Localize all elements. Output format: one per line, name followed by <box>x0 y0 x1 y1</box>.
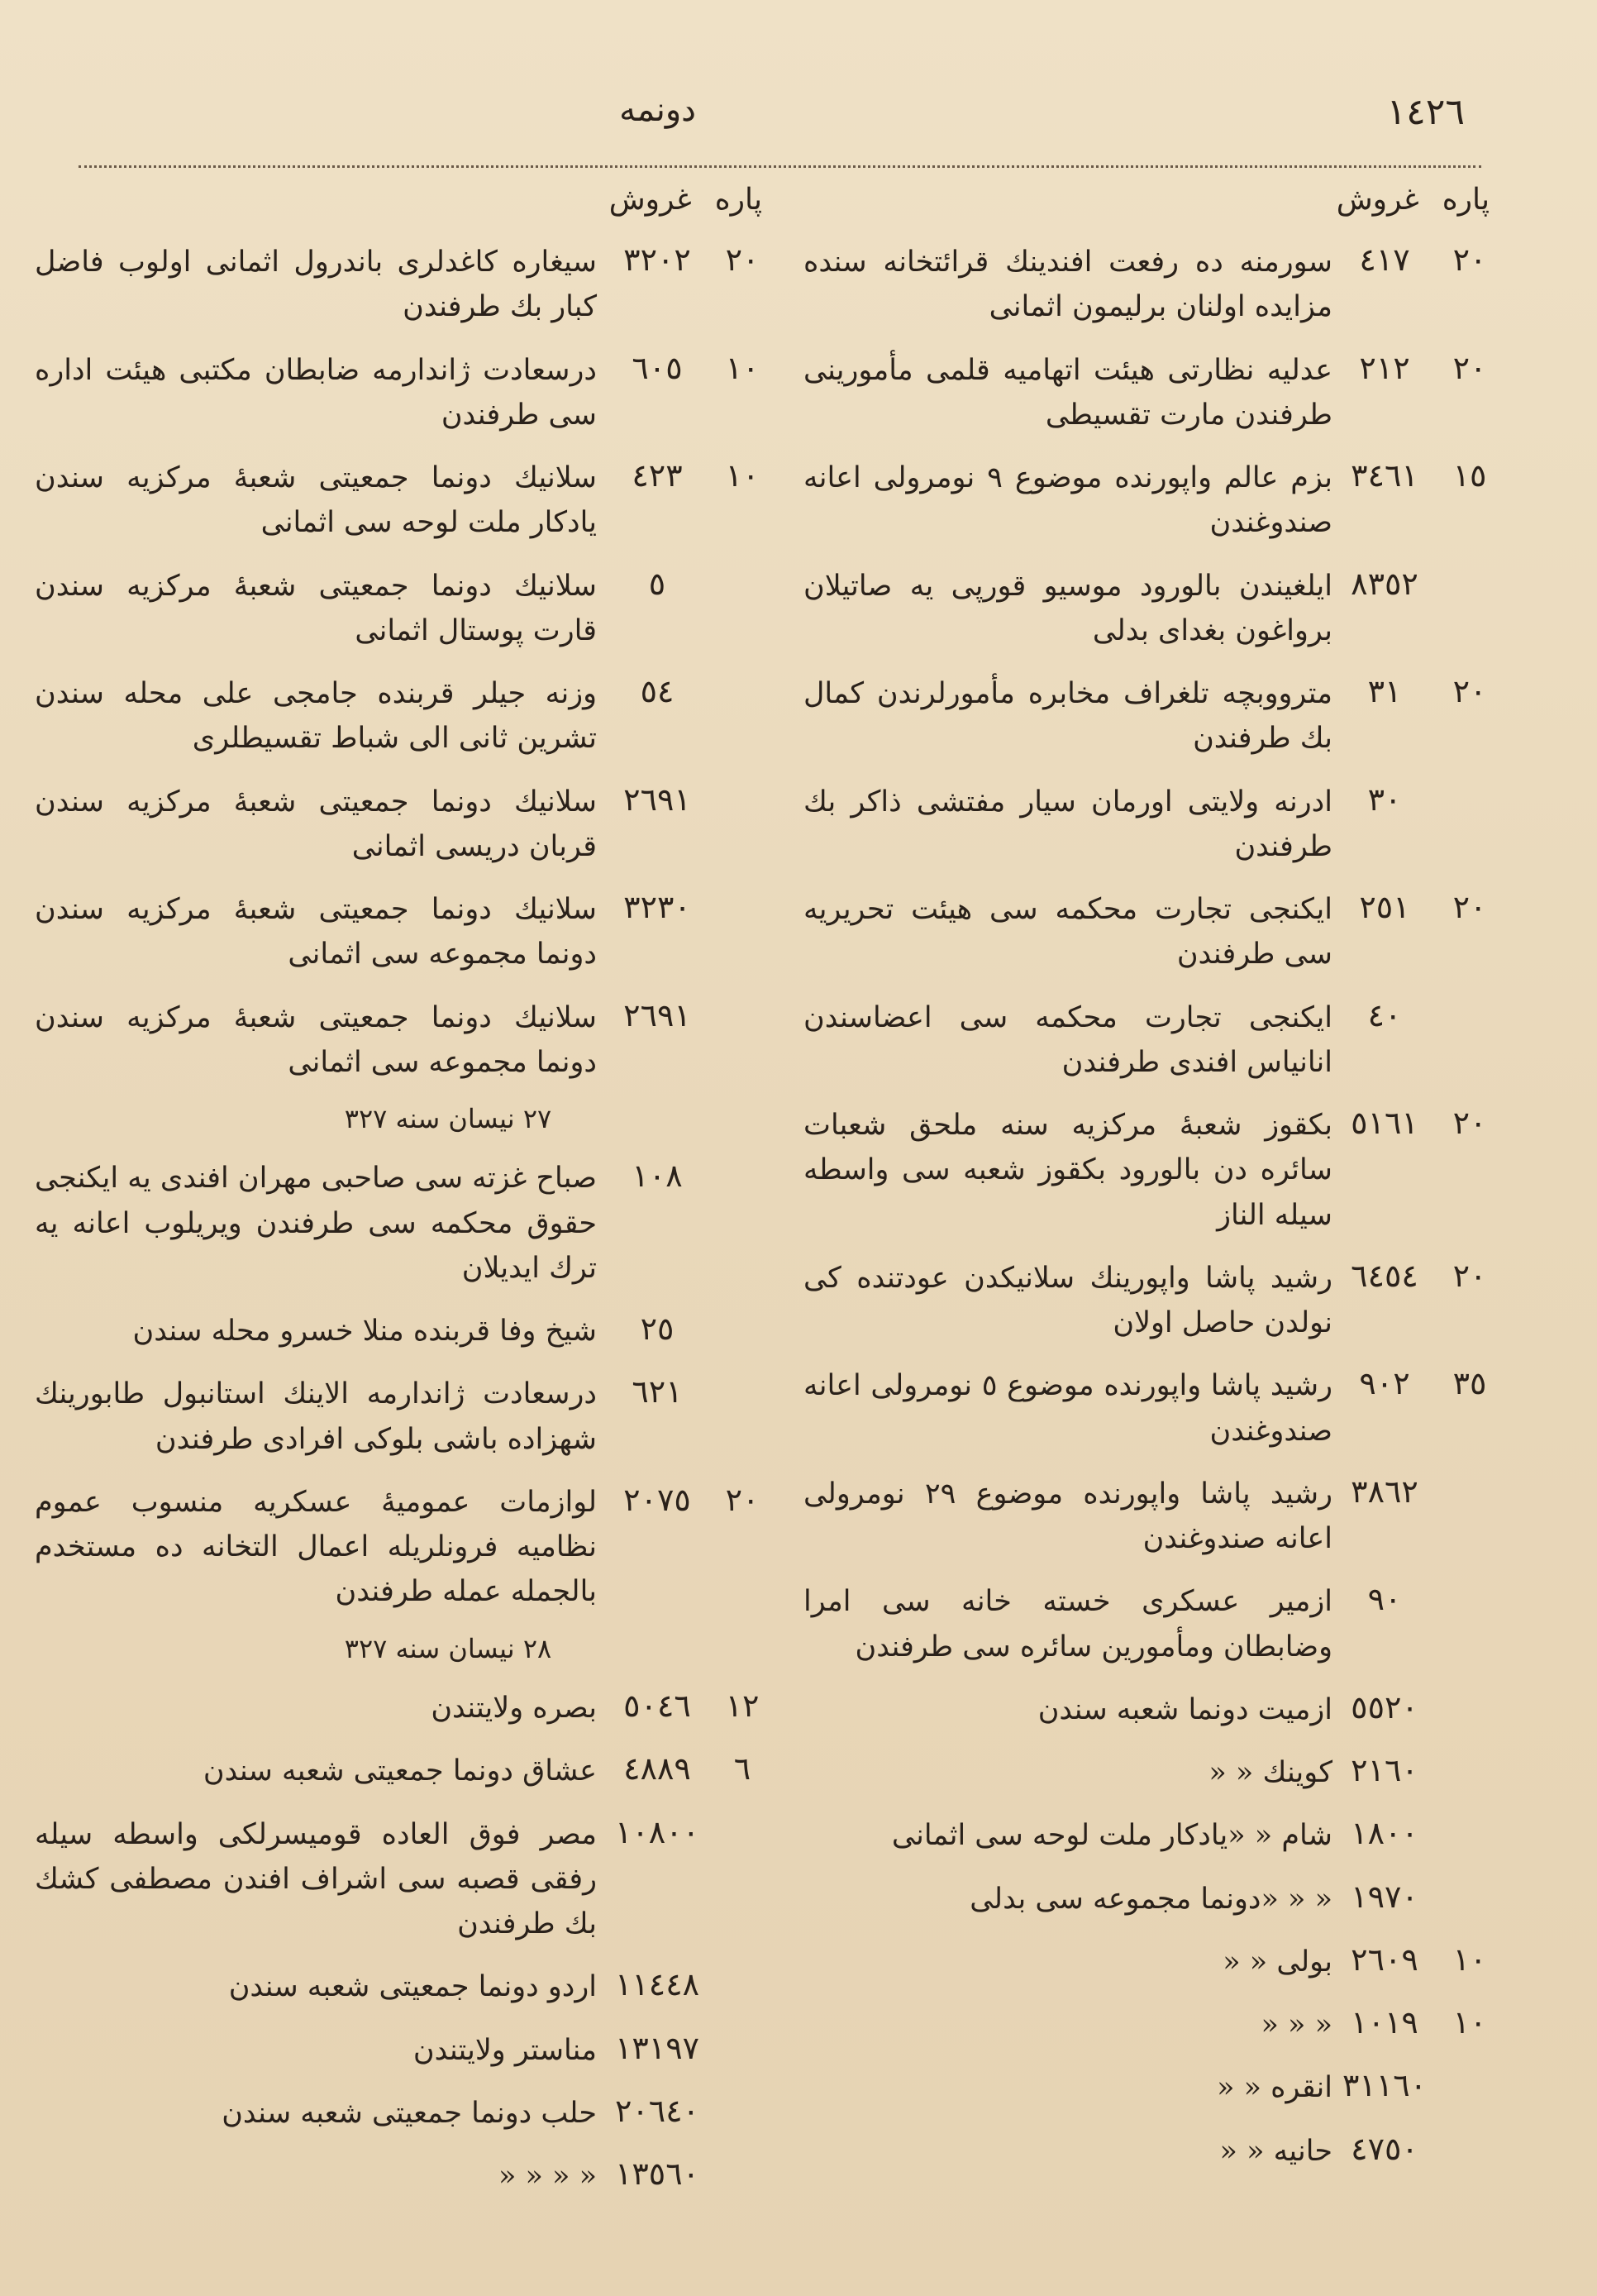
entry-para: ٢٠ <box>1452 1105 1487 1141</box>
ledger-entry <box>35 2028 762 2073</box>
ledger-entry <box>35 671 762 761</box>
entry-description: اردو دونما جمعیتی شعبه سندن <box>228 1970 597 2004</box>
entry-description: « « «دونما مجموعه سی بدلی <box>970 1882 1332 1916</box>
entry-description: ایلغیندن بالورود موسیو قورپی یه صاتیلان برواغون بغدای بدلی <box>803 569 1332 647</box>
entry-gurush: ٣٢٠٢ <box>623 241 691 278</box>
entry-gurush: ١٩٧٠ <box>1351 1878 1418 1915</box>
entry-amount <box>597 1964 762 2009</box>
ledger-entry <box>803 780 1490 870</box>
entry-amount <box>1332 240 1490 330</box>
entry-amount <box>1332 1750 1490 1795</box>
entry-description: بولی « « <box>1223 1945 1332 1979</box>
entry-description: رشید پاشا واپورنده موضوع ٢٩ نومرولی اعانه صندوغندن <box>803 1477 1333 1555</box>
entry-amount <box>597 240 762 330</box>
entry-description: ازمیت دونما شعبه سندن <box>1037 1692 1332 1726</box>
entry-para <box>722 1373 762 1462</box>
entry-amount <box>1332 1579 1490 1669</box>
entry-para <box>722 2155 762 2198</box>
entry-para: ٢٠ <box>1452 673 1487 709</box>
entry-gurush: ٩٠٢ <box>1359 1365 1410 1402</box>
entry-amount <box>1332 1687 1490 1732</box>
entry-gurush: ٤٨٨٩ <box>623 1750 691 1788</box>
entry-para: ٢٠ <box>725 241 760 278</box>
entry-list <box>35 1156 762 1614</box>
entry-amount <box>597 887 762 977</box>
entry-gurush: ١١٤٤٨ <box>614 1966 700 2003</box>
ledger-entry <box>35 1309 762 1353</box>
entry-amount <box>597 1686 762 1730</box>
ledger-entry <box>803 2065 1490 2110</box>
entry-amount <box>597 2091 762 2136</box>
entry-amount <box>1332 1363 1490 1453</box>
entry-amount <box>597 1749 762 1793</box>
gurush-header: غروش <box>1336 183 1419 217</box>
ledger-entry <box>803 2002 1490 2047</box>
entry-amount <box>597 2154 762 2198</box>
entry-amount <box>597 1372 762 1462</box>
para-header: پاره <box>714 183 762 217</box>
entry-amount <box>1332 1813 1490 1858</box>
ledger-entry <box>35 1480 762 1615</box>
entry-gurush: ٥٤ <box>640 673 675 709</box>
entry-description: وزنه جیلر قربنده جامجی علی محله سندن تشرین ثانی الی شباط تقسیطلری <box>35 677 597 756</box>
entry-description: مترووبچه تلغراف مخابره مأمورلرندن کمال بك طرفندن <box>803 677 1332 756</box>
entry-gurush: ١٠٨ <box>632 1158 683 1195</box>
entry-gurush: ٥ <box>648 565 666 602</box>
ledger-entry <box>803 1472 1490 1562</box>
entry-para <box>1450 1581 1490 1669</box>
entry-para <box>722 1966 762 2009</box>
entry-para <box>1450 566 1490 654</box>
entry-description: ادرنه ولایتی اورمان سیار مفتشی ذاکر بك طرفندن <box>803 785 1332 863</box>
entry-gurush: ٤٠ <box>1367 996 1402 1033</box>
ledger-entry <box>803 1750 1490 1795</box>
entry-gurush: ٨٣٥٢ <box>1351 565 1418 602</box>
entry-para <box>722 997 762 1086</box>
entry-para <box>722 889 762 977</box>
entry-para <box>1450 2067 1490 2110</box>
entry-gurush: ٢٦٠٩ <box>1351 1940 1418 1978</box>
entry-gurush: ٢٦٩١ <box>623 780 691 818</box>
entry-para: ٢٠ <box>1452 349 1487 386</box>
right-column <box>803 182 1490 2192</box>
date-line: ٢٧ نیسان سنه ٣٢٧ <box>344 1103 552 1134</box>
entry-amount <box>1332 2129 1490 2174</box>
ledger-entry <box>35 887 762 977</box>
ledger-entry <box>803 1940 1490 1984</box>
entry-amount <box>1332 2065 1490 2110</box>
entry-amount <box>597 671 762 761</box>
entry-amount <box>597 780 762 870</box>
entry-para <box>722 2093 762 2136</box>
ledger-entry <box>35 348 762 438</box>
entry-gurush: ١٠٨٠٠ <box>614 1813 700 1850</box>
page-title: دونمه <box>619 91 696 129</box>
entry-gurush: ٣٨٦٢ <box>1351 1473 1418 1510</box>
entry-description: درسعادت ژاندارمه الاینك استانبول طابورینك شهزاده باشی بلوکی افرادی طرفندن <box>35 1377 597 1456</box>
entry-gurush: ٣١ <box>1367 673 1402 709</box>
ledger-entry <box>35 2154 762 2198</box>
entry-amount <box>597 1156 762 1291</box>
entry-gurush: ٢٠٦٤٠ <box>614 2092 700 2129</box>
ledger-entry <box>803 564 1490 654</box>
entry-gurush: ١٠١٩ <box>1351 2004 1418 2041</box>
entry-description: انقره « « <box>1217 2071 1332 2105</box>
entry-description: « « « <box>1261 2008 1332 2041</box>
entry-para <box>1450 781 1490 870</box>
entry-description: صباح غزته سی صاحبی مهران افندی یه ایکنجی حقوق محکمه سی طرفندن ویریلوب اعانه یه ترك ایدیلان <box>35 1162 597 1285</box>
entry-description: بکقوز شعبهٔ مرکزیه سنه ملحق شعبات سائره دن بالورود بکقوز شعبه سی واسطه سیله الناز <box>803 1109 1332 1232</box>
entry-gurush: ٥٠٤٦ <box>623 1687 691 1725</box>
entry-description: سلانیك دونما جمعیتی شعبهٔ مرکزیه سندن قارت پوستال اثمانی <box>35 569 597 647</box>
entry-amount <box>597 564 762 654</box>
entry-para: ٢٠ <box>1452 241 1487 278</box>
gurush-header: غروش <box>608 183 692 217</box>
ledger-entry <box>35 456 762 546</box>
entry-gurush: ٤٢٣ <box>632 457 683 494</box>
entry-para: ١٠ <box>725 457 760 494</box>
entry-para: ١٠ <box>1452 1940 1487 1978</box>
ledger-entry <box>35 1686 762 1730</box>
left-column <box>35 182 762 2217</box>
ledger-entry <box>35 780 762 870</box>
entry-para <box>722 566 762 654</box>
ledger-entry <box>803 1813 1490 1858</box>
entry-gurush: ٩٠ <box>1367 1581 1402 1618</box>
entry-para: ٦ <box>733 1750 751 1788</box>
entry-list <box>35 240 762 1085</box>
entry-amount <box>1332 1256 1490 1346</box>
column-header <box>803 182 1490 220</box>
entry-gurush: ٢٠٧٥ <box>623 1481 691 1518</box>
entry-para: ٢٠ <box>725 1481 760 1518</box>
ledger-entry <box>803 1687 1490 1732</box>
entry-gurush: ٣٠ <box>1367 780 1402 818</box>
entry-description: مصر فوق العاده قومیسرلکی واسطه سیله رفقی قصبه سی اشراف افندن مصطفی کشك بك طرفندن <box>35 1817 597 1941</box>
entry-amount <box>597 456 762 546</box>
entry-description: شیخ وفا قربنده منلا خسرو محله سندن <box>132 1315 597 1348</box>
ledger-entry <box>803 887 1490 977</box>
entry-description: سلانیك دونما جمعیتی شعبهٔ مرکزیه سندن دونما مجموعه سی اثمانی <box>35 893 597 971</box>
entry-description: شام « «یادکار ملت لوحه سی اثمانی <box>891 1819 1332 1853</box>
entry-description: مناستر ولایتندن <box>412 2033 597 2067</box>
ledger-entry <box>803 1363 1490 1453</box>
ledger-entry <box>35 995 762 1086</box>
ledger-entry <box>35 240 762 330</box>
entry-amount <box>597 995 762 1086</box>
entry-para: ٢٠ <box>1452 1257 1487 1294</box>
entry-gurush: ٢٥١ <box>1359 889 1410 925</box>
entry-para <box>1450 2131 1490 2174</box>
ledger-entry <box>35 2091 762 2136</box>
entry-para <box>722 2030 762 2073</box>
entry-amount <box>597 1812 762 1947</box>
ledger-entry <box>803 995 1490 1086</box>
entry-description: ایکنجی تجارت محکمه سی هیئت تحریریه سی طرفندن <box>803 893 1332 971</box>
entry-para: ١٠ <box>725 349 760 386</box>
entry-para <box>1450 1752 1490 1795</box>
column-header <box>35 182 762 220</box>
entry-description: درسعادت ژاندارمه ضابطان مکتبی هیئت اداره سی طرفندن <box>35 353 597 432</box>
entry-gurush: ٣٢٣٠ <box>623 889 691 925</box>
entry-description: ازمیر عسکری خسته خانه سی امرا وضابطان ومأمورین سائره سی طرفندن <box>803 1585 1332 1664</box>
entry-gurush: ٣٤٦١ <box>1351 457 1418 494</box>
entry-description: حانیه « « <box>1219 2134 1332 2168</box>
header-rule <box>79 165 1481 168</box>
entry-gurush: ٥١٦١ <box>1351 1105 1418 1141</box>
entry-para <box>722 673 762 761</box>
entry-gurush: ٢٥ <box>640 1310 675 1348</box>
ledger-entry <box>35 1964 762 2009</box>
entry-description: عدلیه نظارتی هیئت اتهامیه قلمی مأمورینی طرفندن مارت تقسیطی <box>803 353 1332 432</box>
entry-amount <box>597 2028 762 2073</box>
entry-description: عشاق دونما جمعیتی شعبه سندن <box>203 1754 597 1788</box>
entry-amount <box>1332 456 1490 546</box>
entry-amount <box>1332 887 1490 977</box>
date-line: ٢٨ نیسان سنه ٣٢٧ <box>344 1632 552 1664</box>
entry-description: سلانیك دونما جمعیتی شعبهٔ مرکزیه سندن قربان دریسی اثمانی <box>35 785 597 863</box>
entry-description: « « « « <box>498 2160 597 2193</box>
entry-gurush: ٢٦٩١ <box>623 996 691 1033</box>
entry-description: سلانیك دونما جمعیتی شعبهٔ مرکزیه سندن یادکار ملت لوحه سی اثمانی <box>35 461 597 540</box>
ledger-entry <box>803 456 1490 546</box>
entry-para <box>1450 1815 1490 1858</box>
ledger-entry <box>35 1812 762 1947</box>
entry-description: کوینك « « <box>1208 1756 1332 1789</box>
entry-description: سیغاره کاغدلری باندرول اثمانی اولوب فاضل کبار بك طرفندن <box>35 246 597 324</box>
entry-amount <box>597 1480 762 1615</box>
entry-para <box>722 1310 762 1353</box>
ledger-entry <box>35 1749 762 1793</box>
entry-para <box>722 781 762 870</box>
entry-description: لوازمات عمومیهٔ عسکریه منسوب عموم نظامیه فرونلریله اعمال التخانه ده مستخدم بالجمله عمله طرفندن <box>35 1485 597 1609</box>
para-header: پاره <box>1442 183 1490 217</box>
entry-description: رشید پاشا واپورنده موضوع ٥ نومرولی اعانه صندوغندن <box>803 1369 1332 1448</box>
entry-gurush: ١٣١٩٧ <box>614 2029 700 2066</box>
entry-para: ١٠ <box>1452 2004 1487 2041</box>
entry-gurush: ٥٥٢٠ <box>1351 1688 1418 1726</box>
entry-gurush: ٤٧٥٠ <box>1351 2130 1418 2167</box>
entry-amount <box>1332 780 1490 870</box>
entry-gurush: ٦٠٥ <box>632 349 683 386</box>
ledger-entry <box>803 2129 1490 2174</box>
entry-para <box>1450 1689 1490 1732</box>
entry-list <box>35 1686 762 2198</box>
entry-amount <box>1332 671 1490 761</box>
entry-description: سورمنه ده رفعت افندینك قرائتخانه سنده مزایده اولنان برلیمون اثمانی <box>803 246 1332 324</box>
entry-para <box>1450 1473 1490 1562</box>
entry-para <box>1450 997 1490 1086</box>
entry-amount <box>1332 564 1490 654</box>
entry-list <box>803 240 1490 2174</box>
entry-gurush: ٣١١٦٠ <box>1342 2067 1428 2104</box>
entry-amount <box>1332 348 1490 438</box>
entry-para: ٢٠ <box>1452 889 1487 925</box>
entry-description: ایکنجی تجارت محکمه سی اعضاسندن انانیاس افندی طرفندن <box>803 1000 1332 1079</box>
entry-amount <box>1332 2002 1490 2047</box>
ledger-entry <box>803 1579 1490 1669</box>
ledger-entry <box>803 1103 1490 1238</box>
entry-amount <box>1332 1877 1490 1921</box>
entry-para: ١٥ <box>1452 457 1487 494</box>
entry-gurush: ٢١٢ <box>1359 349 1410 386</box>
entry-amount <box>597 348 762 438</box>
entry-amount <box>1332 1103 1490 1238</box>
entry-gurush: ٦٤٥٤ <box>1351 1257 1418 1294</box>
ledger-entry <box>803 348 1490 438</box>
ledger-entry <box>35 1372 762 1462</box>
ledger-entry <box>803 671 1490 761</box>
ledger-entry <box>803 240 1490 330</box>
entry-description: سلانیك دونما جمعیتی شعبهٔ مرکزیه سندن دونما مجموعه سی اثمانی <box>35 1000 597 1079</box>
entry-amount <box>1332 1940 1490 1984</box>
entry-description: حلب دونما جمعیتی شعبه سندن <box>222 2096 597 2130</box>
entry-description: بزم عالم واپورنده موضوع ۹ نومرولی اعانه صندوغندن <box>803 461 1333 540</box>
entry-gurush: ٤١٧ <box>1359 241 1410 278</box>
entry-gurush: ٦٢١ <box>632 1373 683 1411</box>
ledger-entry <box>803 1877 1490 1921</box>
page-number: ١٤٢٦ <box>1386 91 1465 133</box>
entry-gurush: ١٨٠٠ <box>1351 1815 1418 1852</box>
entry-description: بصره ولایتندن <box>431 1692 597 1726</box>
entry-amount <box>597 1309 762 1353</box>
entry-gurush: ٢١٦٠ <box>1351 1752 1418 1788</box>
entry-para: ١٢ <box>725 1687 760 1725</box>
ledger-entry <box>35 1156 762 1291</box>
page-header <box>66 91 1531 141</box>
ledger-entry <box>803 1256 1490 1346</box>
entry-gurush: ١٣٥٦٠ <box>614 2155 700 2193</box>
entry-para <box>1450 1878 1490 1921</box>
entry-amount <box>1332 995 1490 1086</box>
ledger-entry <box>35 564 762 654</box>
entry-amount <box>1332 1472 1490 1562</box>
entry-para: ٣٥ <box>1452 1365 1487 1402</box>
entry-description: رشید پاشا واپورینك سلانیکدن عودتنده کی نولدن حاصل اولان <box>803 1261 1332 1339</box>
entry-para <box>722 1158 762 1291</box>
entry-para <box>722 1814 762 1947</box>
